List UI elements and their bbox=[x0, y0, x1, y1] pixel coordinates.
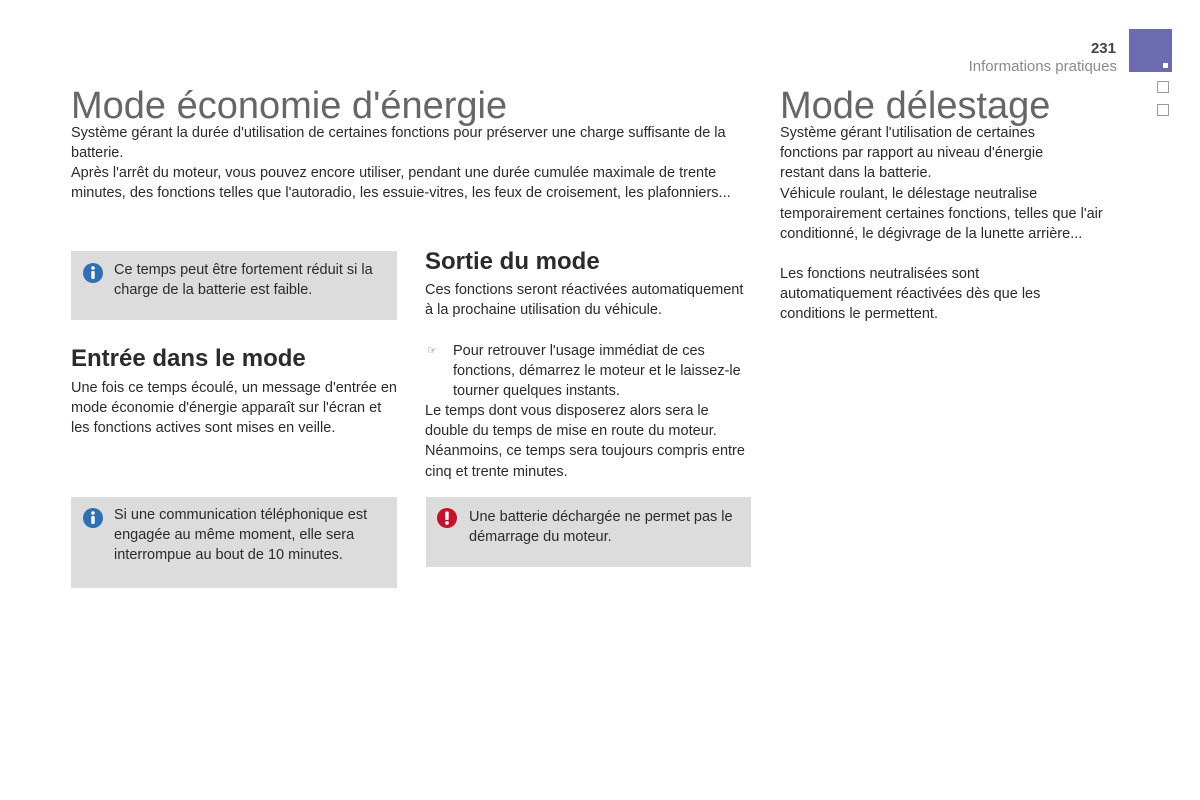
economy-intro-paragraph: Après l'arrêt du moteur, vous pouvez encore utiliser, pendant une durée cumulée maximale de trente minutes, des fonctions telles que l'autoradio, les essuie-vitres, les feux de croisement, les plafonniers... bbox=[71, 165, 731, 202]
chapter-marker-empty bbox=[1157, 81, 1169, 93]
load-shedding-paragraph: Véhicule roulant, le délestage neutralise temporairement certaines fonctions, telles que l'air conditionné, le dégivrage de la lunette arrière... bbox=[780, 186, 1103, 243]
section-heading: Sortie du mode bbox=[425, 248, 600, 275]
chapter-marker-empty bbox=[1157, 104, 1169, 116]
economy-intro-paragraph: Système gérant la durée d'utilisation de certaines fonctions pour préserver une charge suffisante de la batterie. bbox=[71, 125, 726, 162]
page-number: 231 bbox=[1090, 40, 1116, 57]
section-heading: Entrée dans le mode bbox=[71, 345, 306, 372]
note-text: Si une communication téléphonique est engagée au même moment, elle sera interrompue au bout de 10 minutes. bbox=[114, 507, 368, 564]
exit-paragraph: Le temps dont vous disposerez alors sera le double du temps de mise en route du moteur. Néanmoins, ce temps sera toujours compris entre cinq et trente minutes. bbox=[425, 403, 745, 480]
info-note bbox=[71, 251, 397, 320]
section-name: Informations pratiques bbox=[968, 58, 1117, 75]
info-icon bbox=[83, 508, 103, 528]
load-shedding-paragraph: Les fonctions neutralisées sont automatiquement réactivées dès que les conditions le permettent. bbox=[780, 266, 1041, 323]
note-text: Une batterie déchargée ne permet pas le démarrage du moteur. bbox=[469, 509, 733, 546]
section-title: Mode délestage bbox=[780, 85, 1051, 127]
info-icon bbox=[83, 263, 103, 283]
bullet-text: Pour retrouver l'usage immédiat de ces fonctions, démarrez le moteur et le laissez-le tourner quelques instants. bbox=[453, 343, 741, 400]
load-shedding-paragraph: Système gérant l'utilisation de certaines fonctions par rapport au niveau d'énergie restant dans la batterie. bbox=[780, 125, 1044, 182]
arrow-bullet-icon: ☞ bbox=[427, 345, 437, 357]
warning-note bbox=[426, 497, 751, 567]
page-title: Mode économie d'énergie bbox=[71, 85, 508, 127]
exit-paragraph: Ces fonctions seront réactivées automatiquement à la prochaine utilisation du véhicule. bbox=[425, 282, 744, 319]
info-note bbox=[71, 497, 397, 588]
chapter-tab bbox=[1129, 29, 1172, 72]
entry-paragraph: Une fois ce temps écoulé, un message d'entrée en mode économie d'énergie apparaît sur l'écran et les fonctions actives sont mises en veille. bbox=[71, 380, 397, 437]
warning-icon bbox=[437, 508, 457, 528]
note-text: Ce temps peut être fortement réduit si la charge de la batterie est faible. bbox=[114, 262, 373, 299]
bullet-item bbox=[425, 341, 751, 402]
